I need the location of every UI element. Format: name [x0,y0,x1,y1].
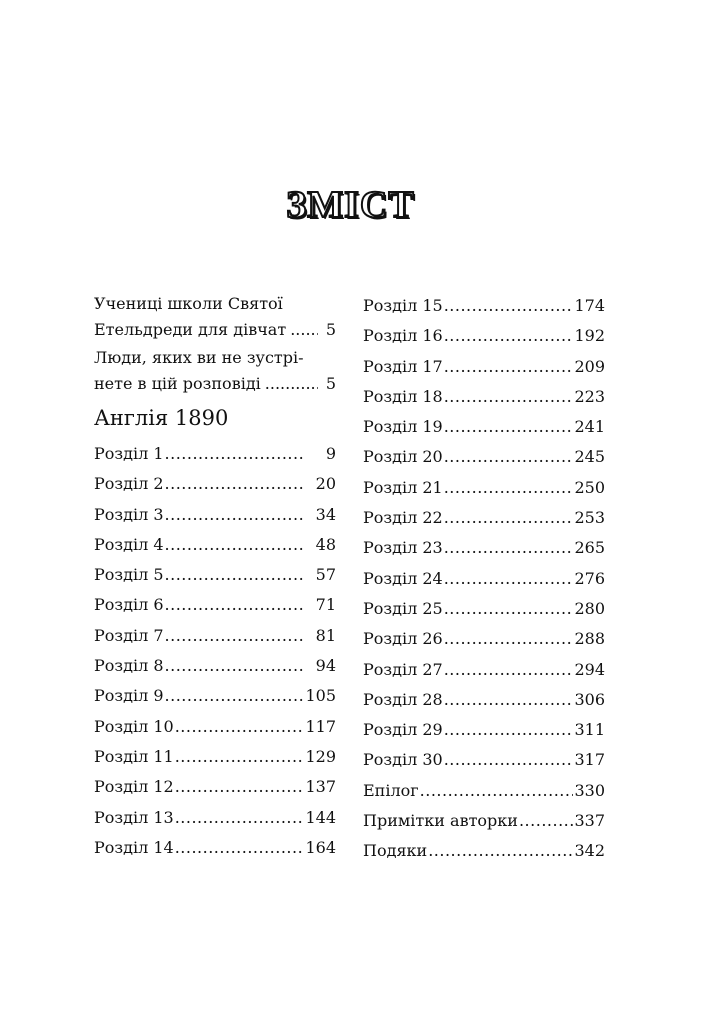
toc-page-number: 317 [574,750,605,770]
toc-left-list [94,439,336,863]
toc-dot-leader [444,473,574,503]
toc-dot-leader [175,833,305,863]
toc-entry[interactable] [363,412,605,442]
toc-entry[interactable] [94,742,336,772]
toc-dot-leader [290,317,318,343]
toc-entry[interactable] [94,560,336,590]
toc-dot-leader [175,803,305,833]
toc-entry[interactable] [363,806,605,836]
toc-entry-label: Розділ 12 [94,777,174,797]
toc-entry[interactable] [363,533,605,563]
toc-dot-leader [175,742,305,772]
toc-entry-label: Розділ 19 [363,417,443,437]
toc-entry[interactable] [363,685,605,715]
toc-entry-label: Розділ 17 [363,356,443,376]
toc-entry-label: Розділ 23 [363,538,443,558]
toc-page-number: 81 [315,625,336,645]
toc-page-number: 144 [305,807,336,827]
toc-entry-intro-2[interactable] [94,345,336,397]
toc-dot-leader [165,560,305,590]
toc-page-number: 5 [325,374,336,393]
toc-entry[interactable] [94,772,336,802]
toc-dot-leader [165,469,305,499]
toc-left-column [94,291,336,863]
toc-dot-leader [420,776,574,806]
toc-page-number: 34 [315,504,336,524]
toc-page-number: 245 [574,447,605,467]
toc-dot-leader [165,500,305,530]
toc-dot-leader [444,533,574,563]
toc-dot-leader [444,321,574,351]
toc-dot-leader [444,715,574,745]
toc-dot-leader [444,624,574,654]
toc-entry[interactable] [363,655,605,685]
toc-page-number: 241 [574,417,605,437]
toc-entry-label: Розділ 5 [94,565,164,585]
toc-dot-leader [175,772,305,802]
toc-page-number: 276 [574,568,605,588]
toc-page-number: 94 [315,656,336,676]
toc-right-list [363,291,605,867]
toc-entry-label: Розділ 4 [94,534,164,554]
toc-dot-leader [444,352,574,382]
toc-entry-label: Розділ 9 [94,686,164,706]
toc-entry-label: Розділ 22 [363,508,443,528]
toc-entry-label: Розділ 26 [363,629,443,649]
toc-dot-leader [428,836,573,866]
toc-entry-label: Розділ 6 [94,595,164,615]
toc-entry[interactable] [94,651,336,681]
toc-dot-leader [444,442,574,472]
toc-dot-leader [165,439,305,469]
toc-page-number: 288 [574,629,605,649]
toc-entry[interactable] [363,776,605,806]
toc-entry-label: Розділ 1 [94,444,164,463]
toc-entry-label: Розділ 20 [363,447,443,467]
toc-entry-label: Розділ 8 [94,656,164,676]
toc-dot-leader [165,651,305,681]
toc-entry[interactable] [94,621,336,651]
toc-dot-leader [165,530,305,560]
toc-entry[interactable] [363,594,605,624]
toc-entry-label: Розділ 14 [94,837,174,857]
toc-page-number: 306 [574,689,605,709]
toc-entry-label: Розділ 16 [363,326,443,346]
toc-page-number: 192 [574,326,605,346]
page-title: ЗМІСТ [286,184,415,226]
toc-entry-label: Розділ 15 [363,296,443,315]
toc-entry-label: Розділ 2 [94,474,164,494]
toc-dot-leader [519,806,573,836]
toc-entry[interactable] [94,833,336,863]
toc-entry[interactable] [94,530,336,560]
toc-dot-leader [165,590,305,620]
toc-page-number: 265 [574,538,605,558]
toc-dot-leader [444,655,574,685]
toc-page-number: 330 [574,780,605,800]
toc-dot-leader [444,685,574,715]
toc-page-number: 280 [574,598,605,618]
toc-entry[interactable] [94,803,336,833]
toc-entry[interactable] [94,469,336,499]
toc-page-number: 5 [325,320,336,339]
toc-entry[interactable] [94,500,336,530]
toc-page-number: 209 [574,356,605,376]
toc-dot-leader [444,745,574,775]
toc-entry[interactable] [94,681,336,711]
toc-page-number: 20 [315,474,336,494]
toc-page-number: 223 [574,386,605,406]
toc-page-number: 294 [574,659,605,679]
toc-dot-leader [444,503,574,533]
toc-entry-label: Епілог [363,780,419,800]
toc-page-number: 71 [315,595,336,615]
toc-entry[interactable] [363,291,605,321]
toc-entry-label: нете в цій розповіді [94,374,261,393]
toc-dot-leader [175,712,305,742]
toc-page-number: 137 [305,777,336,797]
toc-dot-leader [165,621,305,651]
toc-page-number: 105 [305,686,336,706]
toc-entry-label: Розділ 7 [94,625,164,645]
toc-page-number: 9 [325,444,336,463]
toc-entry-label: Розділ 28 [363,689,443,709]
toc-entry-label: Розділ 13 [94,807,174,827]
toc-entry[interactable] [363,442,605,472]
toc-dot-leader [444,594,574,624]
toc-entry[interactable] [363,473,605,503]
toc-entry[interactable] [363,564,605,594]
toc-entry[interactable] [94,712,336,742]
toc-entry[interactable] [363,745,605,775]
toc-page-number: 57 [315,565,336,585]
toc-entry[interactable] [363,321,605,351]
toc-entry-label: Розділ 10 [94,716,174,736]
toc-page-number: 164 [305,837,336,857]
toc-entry-label: Етельдреди для дівчат [94,320,287,339]
toc-entry[interactable] [363,382,605,412]
toc-dot-leader [444,564,574,594]
toc-entry-label: Розділ 3 [94,504,164,524]
toc-dot-leader [444,382,574,412]
toc-page-number: 253 [574,508,605,528]
toc-entry-label: Розділ 29 [363,720,443,740]
toc-dot-leader [444,291,574,321]
toc-entry-label: Розділ 25 [363,598,443,618]
toc-page-number: 342 [574,841,605,861]
toc-entry-label: Подяки [363,841,428,861]
toc-entry[interactable] [363,715,605,745]
toc-page-number: 174 [574,296,605,315]
toc-dot-leader [165,681,305,711]
toc-entry-label: Розділ 30 [363,750,443,770]
toc-entry[interactable] [363,352,605,382]
toc-entry[interactable] [363,836,605,866]
toc-page-number: 129 [305,746,336,766]
toc-entry-label: Розділ 27 [363,659,443,679]
toc-entry[interactable] [363,503,605,533]
toc-entry-label: Розділ 11 [94,746,174,766]
toc-entry-label: Розділ 18 [363,386,443,406]
toc-dot-leader [265,371,318,397]
toc-dot-leader [444,412,574,442]
toc-entry-label: Примітки авторки [363,811,518,831]
toc-section-heading: Англія 1890 [94,406,229,430]
toc-page-number: 337 [574,811,605,831]
toc-right-column [363,291,605,867]
toc-entry-intro-1[interactable] [94,291,336,343]
toc-page-number: 117 [305,716,336,736]
toc-entry-label: Розділ 21 [363,477,443,497]
toc-page-number: 250 [574,477,605,497]
toc-entry-label: Учениці школи Святої [94,294,283,313]
toc-entry[interactable] [363,624,605,654]
toc-page-number: 48 [315,534,336,554]
toc-entry[interactable] [94,590,336,620]
toc-entry[interactable] [94,439,336,469]
toc-entry-label: Люди, яких ви не зустрі- [94,348,304,367]
toc-entry-label: Розділ 24 [363,568,443,588]
toc-page-number: 311 [574,720,605,740]
